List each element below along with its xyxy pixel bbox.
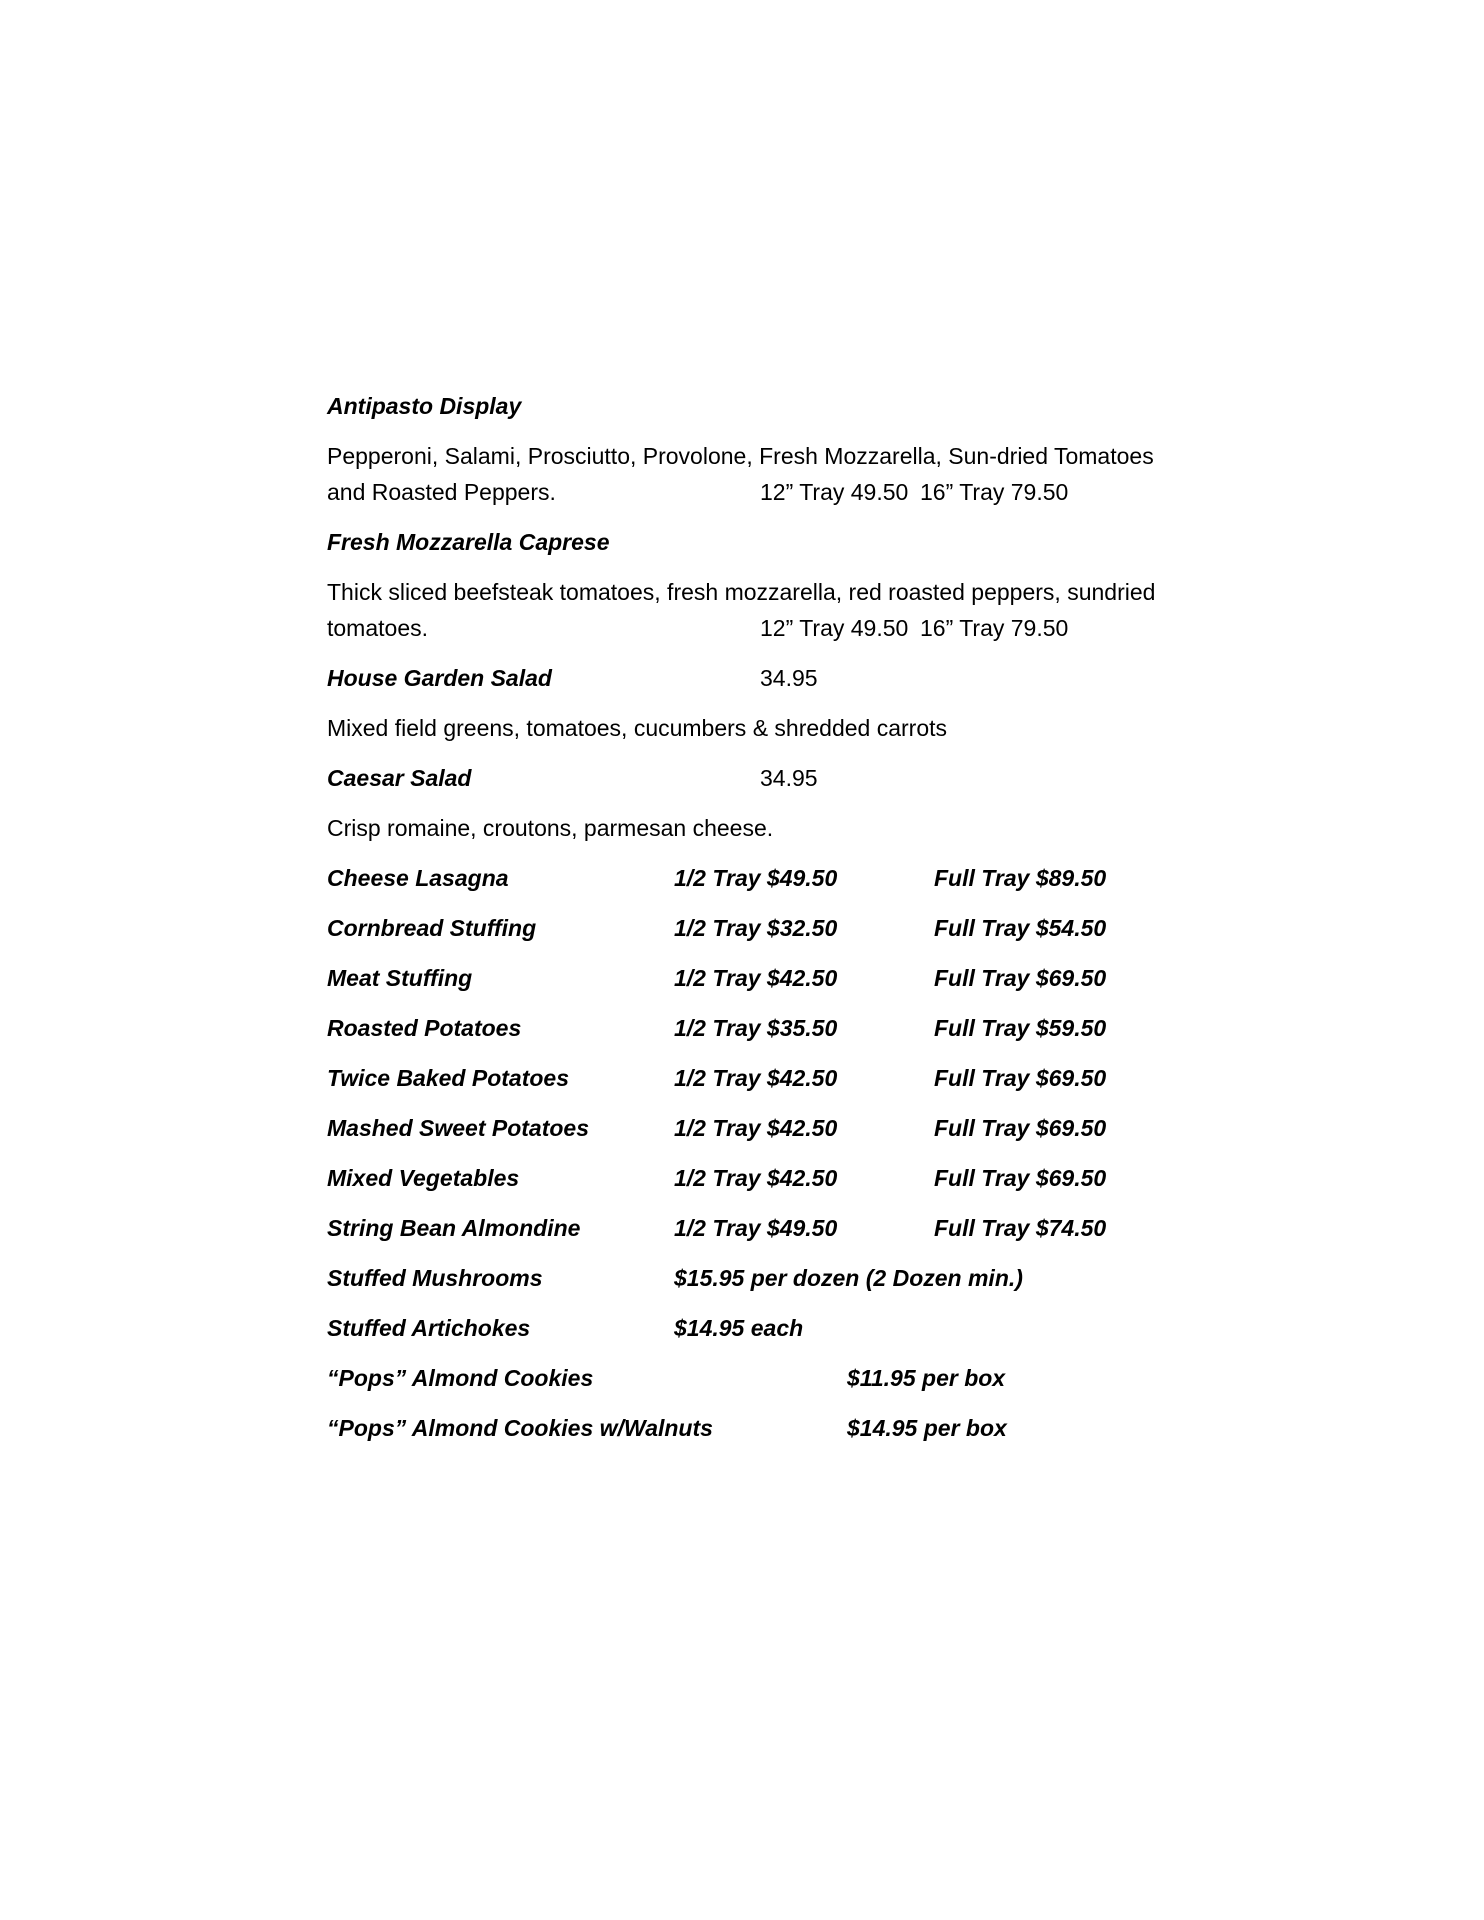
price-caesar: 34.95: [760, 765, 818, 791]
item-title-cookies-walnuts: “Pops” Almond Cookies w/Walnuts: [327, 1415, 713, 1441]
item-desc-caesar: Crisp romaine, croutons, parmesan cheese.: [327, 815, 774, 841]
price-cookies-walnuts: $14.95 per box: [847, 1415, 1007, 1441]
tray-half-price: 1/2 Tray $42.50: [674, 965, 838, 991]
item-title-mushrooms: Stuffed Mushrooms: [327, 1265, 543, 1291]
tray-half-price: 1/2 Tray $42.50: [674, 1115, 838, 1141]
tray-item-name: Mixed Vegetables: [327, 1165, 520, 1191]
tray-row: [327, 910, 1187, 946]
item-desc-garden: Mixed field greens, tomatoes, cucumbers & shredded carrots: [327, 715, 948, 741]
item-desc-caprese-line2-row: [327, 610, 1187, 646]
menu-page: [327, 388, 1187, 1446]
price-cookies: $11.95 per box: [847, 1365, 1006, 1391]
tray-half-price: 1/2 Tray $49.50: [674, 865, 838, 891]
item-title-caprese: Fresh Mozzarella Caprese: [327, 529, 610, 555]
tray-item-name: Meat Stuffing: [327, 965, 473, 991]
tray-list: [327, 860, 1187, 1260]
price-garden: 34.95: [760, 665, 818, 691]
tray-full-price: Full Tray $69.50: [934, 1165, 1107, 1191]
tray-full-price: Full Tray $59.50: [934, 1015, 1107, 1041]
tray-half-price: 1/2 Tray $42.50: [674, 1165, 838, 1191]
item-desc-antipasto-line2-row: [327, 474, 1187, 510]
tray-full-price: Full Tray $69.50: [934, 1115, 1107, 1141]
price-antipasto-12: 12” Tray 49.50: [760, 479, 909, 505]
price-mushrooms: $15.95 per dozen (2 Dozen min.): [674, 1265, 1023, 1291]
tray-half-price: 1/2 Tray $42.50: [674, 1065, 838, 1091]
tray-item-name: Twice Baked Potatoes: [327, 1065, 570, 1091]
tray-item-name: String Bean Almondine: [327, 1215, 581, 1241]
item-title-caesar: Caesar Salad: [327, 765, 472, 791]
tray-full-price: Full Tray $89.50: [934, 865, 1107, 891]
item-title-antipasto: Antipasto Display: [327, 393, 522, 419]
tray-half-price: 1/2 Tray $35.50: [674, 1015, 838, 1041]
tray-half-price: 1/2 Tray $32.50: [674, 915, 838, 941]
item-desc-antipasto-line2: and Roasted Peppers.: [327, 479, 556, 505]
tray-row: [327, 1210, 1187, 1246]
tray-item-name: Cheese Lasagna: [327, 865, 509, 891]
tray-item-name: Mashed Sweet Potatoes: [327, 1115, 590, 1141]
price-artichokes: $14.95 each: [674, 1315, 804, 1341]
item-mushrooms-row: [327, 1260, 1187, 1296]
tray-full-price: Full Tray $69.50: [934, 1065, 1107, 1091]
tray-row: [327, 1010, 1187, 1046]
item-desc-antipasto-line1: Pepperoni, Salami, Prosciutto, Provolone, Fresh Mozzarella, Sun-dried Tomatoes: [327, 443, 1154, 469]
tray-full-price: Full Tray $54.50: [934, 915, 1107, 941]
price-caprese-16: 16” Tray 79.50: [920, 615, 1069, 641]
tray-row: [327, 960, 1187, 996]
item-caesar-row: [327, 760, 1187, 796]
item-garden-row: [327, 660, 1187, 696]
tray-row: [327, 1160, 1187, 1196]
item-artichokes-row: [327, 1310, 1187, 1346]
tray-full-price: Full Tray $74.50: [934, 1215, 1107, 1241]
item-desc-caprese-line1: Thick sliced beefsteak tomatoes, fresh mozzarella, red roasted peppers, sundried: [327, 579, 1156, 605]
price-antipasto-16: 16” Tray 79.50: [920, 479, 1069, 505]
tray-full-price: Full Tray $69.50: [934, 965, 1107, 991]
item-cookies-row: [327, 1360, 1187, 1396]
tray-half-price: 1/2 Tray $49.50: [674, 1215, 838, 1241]
tray-row: [327, 1060, 1187, 1096]
tray-row: [327, 1110, 1187, 1146]
item-title-garden: House Garden Salad: [327, 665, 552, 691]
item-title-artichokes: Stuffed Artichokes: [327, 1315, 531, 1341]
item-desc-caprese-line2: tomatoes.: [327, 615, 428, 641]
item-cookies-walnuts-row: [327, 1410, 1187, 1446]
item-title-cookies: “Pops” Almond Cookies: [327, 1365, 594, 1391]
tray-item-name: Cornbread Stuffing: [327, 915, 537, 941]
price-caprese-12: 12” Tray 49.50: [760, 615, 909, 641]
tray-item-name: Roasted Potatoes: [327, 1015, 522, 1041]
tray-row: [327, 860, 1187, 896]
